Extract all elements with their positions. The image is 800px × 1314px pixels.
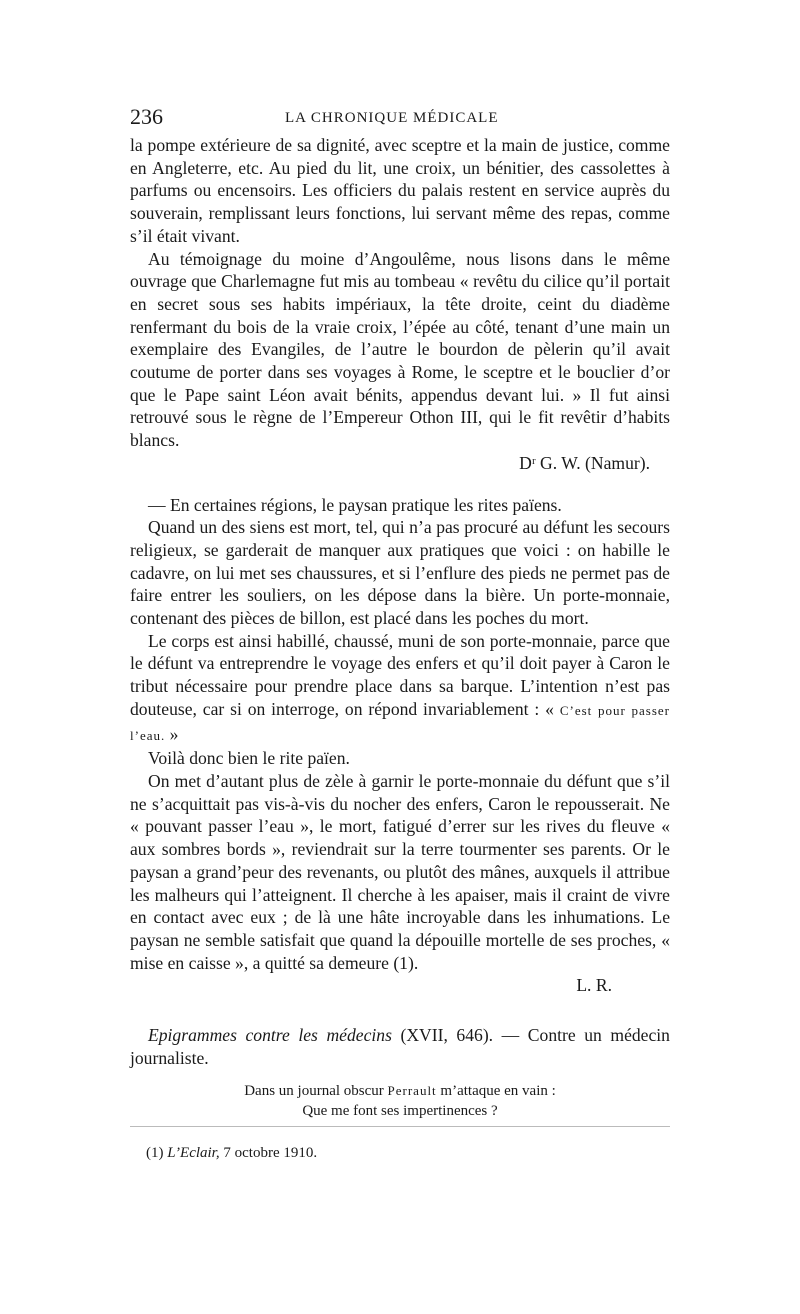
verse-line xyxy=(130,1081,670,1101)
verse-text: m’attaque en vain : xyxy=(440,1083,556,1100)
page-number: 236 xyxy=(130,104,163,129)
paragraph-text: (XVII, 646). — Contre un médecin journaliste. xyxy=(130,1025,670,1068)
paragraph xyxy=(130,1024,670,1069)
paragraph-text: Le corps est ainsi habillé, chaussé, muni de son porte-monnaie, parce que le défunt va entreprendre le voyage des enfers et qu’il doit payer à Caron le tribut nécessaire pour prendre place dans sa barque. L’intention n’est pas douteuse, car si on interroge, on répond invariablement : « xyxy=(130,630,670,719)
verse-name: Perrault xyxy=(387,1083,437,1099)
paragraph: Au témoignage du moine d’Angoulême, nous lisons dans le même ouvrage que Charlemagne fut mis au tombeau « revêtu du cilice qu’il portait en secret sous ses habits impériaux, la tête droite, ceint du diadème renfermant du bois de la vraie croix, l’épée au côté, tenant d’une main un exemplaire des Evangiles, de l’autre le bourdon de pèlerin qu’il avait coutume de porter dans ses voyages à Rome, le sceptre et le bouclier d’or que le Pape saint Léon avait bénits, appendus devant lui. » Il fut ainsi retrouvé sous le règne de l’Empereur Othon III, qui le fit revêtir d’habits blancs. xyxy=(130,248,670,451)
running-title: LA CHRONIQUE MÉDICALE xyxy=(285,110,499,126)
footnote-divider xyxy=(130,1126,670,1127)
page-body xyxy=(130,134,670,1121)
small-caps-quote: C’est pour passer l’eau. xyxy=(130,702,670,743)
closing-guillemet: » xyxy=(169,723,179,744)
footnote xyxy=(146,1145,317,1162)
paragraph: On met d’autant plus de zèle à garnir le porte-monnaie du défunt que s’il ne s’acquittait pas vis-à-vis du nocher des enfers, Caron le repousserait. Ne « pouvant passer l’eau », le mort, fatigué d’errer sur les rives du fleuve « aux sombres bords », reviendrait sur la terre tourmenter ses parents. Or le paysan a grand’peur des revenants, ou plutôt des mânes, auxquels il attribue les malheurs qui l’atteignent. Il cherche à les apaiser, mais il craint de vivre en contact avec eux ; de là une hâte incroyable dans les inhumations. Le paysan ne semble satisfait que quand la dépouille mortelle de ses proches, « mise en caisse », a quitté sa demeure (1). xyxy=(130,770,670,973)
paragraph: — En certaines régions, le paysan pratique les rites païens. xyxy=(148,494,562,515)
footnote-source: L’Eclair, xyxy=(167,1145,220,1161)
paragraph: Quand un des siens est mort, tel, qui n’a pas procuré au défunt les secours religieux, se garderait de manquer aux pratiques que voici : on habille le cadavre, on lui met ses chaussures, et si l’enflure des pieds ne permet pas de faire entrer les souliers, on les dépose dans la bière. Un porte-monnaie, contenant des pièces de billon, est placé dans les poches du mort. xyxy=(130,517,670,629)
epigram-title: Epigrammes contre les médecins xyxy=(148,1025,392,1046)
page-header xyxy=(130,104,670,134)
verse-line: Que me font ses impertinences ? xyxy=(302,1103,498,1120)
footnote-date: 7 octobre 1910. xyxy=(223,1145,318,1161)
verse-text: Dans un journal obscur xyxy=(244,1083,384,1100)
section-gap xyxy=(130,475,670,494)
paragraph xyxy=(130,630,670,748)
footnote-marker: (1) xyxy=(146,1145,164,1161)
verse-block xyxy=(130,1081,670,1121)
signature: Dʳ G. W. (Namur). xyxy=(519,452,650,473)
signature: L. R. xyxy=(576,975,612,996)
section-gap xyxy=(130,997,670,1024)
paragraph: la pompe extérieure de sa dignité, avec sceptre et la main de justice, comme en Angleterre, etc. Au pied du lit, une croix, un bénitier, des cassolettes à parfums ou encensoirs. Les officiers du palais restent en service auprès du souverain, remplissant leurs fonctions, lui servant même des repas, comme s’il était vivant. xyxy=(130,135,670,246)
paragraph: Voilà donc bien le rite païen. xyxy=(148,748,350,769)
